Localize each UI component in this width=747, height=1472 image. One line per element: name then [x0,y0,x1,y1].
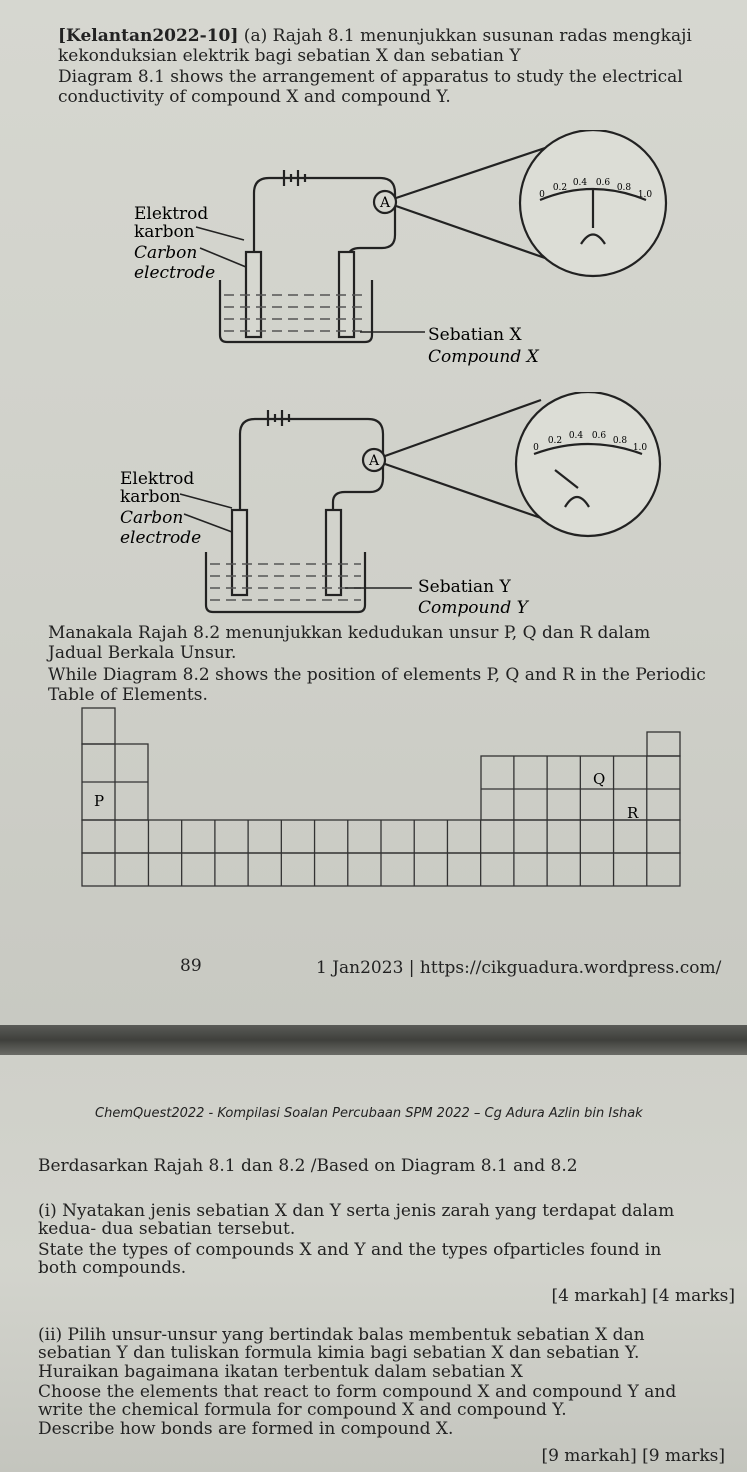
periodic-intro-ms-2: Jadual Berkala Unsur. [48,643,237,663]
header-line-2: kekonduksian elektrik bagi sebatian X dan sebatian Y [58,46,521,66]
scale-tick-3: 0.6 [591,431,607,441]
element-Q: Q [593,770,606,788]
scale-tick-4: 0.8 [616,183,632,193]
ammeter-label: A [368,453,380,469]
q1-marks: [4 markah] [4 marks] [551,1286,735,1306]
q2-ms-2: sebatian Y dan tuliskan formula kimia bagi sebatian X dan sebatian Y. [38,1343,640,1363]
q1-en-2: both compounds. [38,1258,187,1278]
q1-ms-1: (i) Nyatakan jenis sebatian X dan Y serta jenis zarah yang terdapat dalam [38,1201,675,1221]
diagram-8-1 [0,130,747,380]
electrode-label-en-1: Carbon [134,243,198,263]
scale-tick-5: 1.0 [632,443,648,453]
q2-en-3: Describe how bonds are formed in compound X. [38,1419,454,1439]
q2-ms-1: (ii) Pilih unsur-unsur yang bertindak balas membentuk sebatian X dan [38,1325,645,1345]
header-line-1: [Kelantan2022-10] (a) Rajah 8.1 menunjukkan susunan radas mengkaji [58,26,692,46]
scale-tick-1: 0.2 [552,183,568,193]
scale-tick-4: 0.8 [612,436,628,446]
q1-en-1: State the types of compounds X and Y and the types ofparticles found in [38,1240,662,1260]
page-two [0,1055,747,1472]
based-on: Berdasarkan Rajah 8.1 dan 8.2 /Based on Diagram 8.1 and 8.2 [38,1156,578,1176]
compound-label-en: Compound X [428,347,539,367]
footer-date-url: 1 Jan2023 | https://cikguadura.wordpress.com/ [316,958,722,978]
electrode-label-ms-2: karbon [120,487,181,507]
electrode-label-ms-1: Elektrod [134,204,209,224]
header-line-4: conductivity of compound X and compound Y. [58,87,451,107]
scale-tick-0: 0 [533,443,539,453]
question-tag: [Kelantan2022-10] [58,26,239,46]
electrode-label-en-2: electrode [134,263,216,283]
periodic-intro-ms-1: Manakala Rajah 8.2 menunjukkan kedudukan unsur P, Q dan R dalam [48,623,651,643]
periodic-intro-en-1: While Diagram 8.2 shows the position of elements P, Q and R in the Periodic [48,665,706,685]
diagram-8-2 [0,392,747,622]
scale-tick-0: 0 [539,190,545,200]
page-number: 89 [180,956,202,976]
electrode-label-ms-1: Elektrod [120,469,195,489]
q2-en-1: Choose the elements that react to form compound X and compound Y and [38,1382,677,1402]
header-line-3: Diagram 8.1 shows the arrangement of apparatus to study the electrical [58,67,683,87]
scale-tick-2: 0.4 [568,431,584,441]
electrode-label-en-1: Carbon [120,508,184,528]
compound-label-en: Compound Y [418,598,528,618]
ammeter-label: A [379,195,391,211]
electrode-label-en-2: electrode [120,528,202,548]
scale-tick-3: 0.6 [595,178,611,188]
q2-marks: [9 markah] [9 marks] [541,1446,725,1466]
element-P: P [94,792,105,810]
compound-label-ms: Sebatian Y [418,577,511,597]
electrode-label-ms-2: karbon [134,222,195,242]
scale-tick-1: 0.2 [547,436,563,446]
periodic-table [0,700,747,905]
q2-ms-3: Huraikan bagaimana ikatan terbentuk dalam sebatian X [38,1362,523,1382]
periodic-intro-en-2: Table of Elements. [48,685,208,705]
running-header: ChemQuest2022 - Kompilasi Soalan Percubaan SPM 2022 – Cg Adura Azlin bin Ishak [95,1106,643,1121]
page-gap [0,1025,747,1055]
element-R: R [627,804,639,822]
compound-label-ms: Sebatian X [428,325,522,345]
q2-en-2: write the chemical formula for compound X and compound Y. [38,1400,567,1420]
scale-tick-2: 0.4 [572,178,588,188]
scale-tick-5: 1.0 [637,190,653,200]
q1-ms-2: kedua- dua sebatian tersebut. [38,1219,296,1239]
